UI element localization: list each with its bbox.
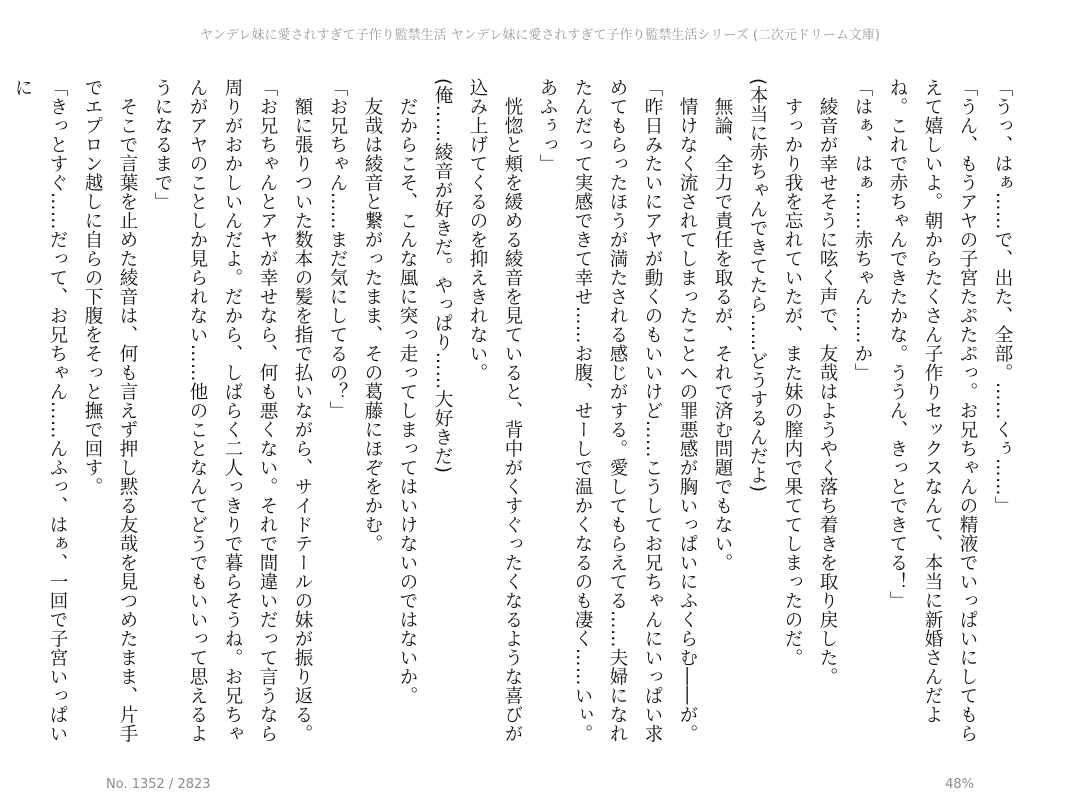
paragraph: 額に張りついた数本の髪を指で払いながら、サイドテールの妹が振り返る。 — [292, 78, 313, 743]
paragraph: 綾音が幸せそうに呟く声で、友哉はようやく落ち着きを取り戻した。 — [817, 78, 838, 686]
book-title: ヤンデレ妹に愛されすぎて子作り監禁生活 ヤンデレ妹に愛されすぎて子作り監禁生活シリーズ (二次元ドリーム文庫) — [200, 28, 880, 43]
paragraph: だからこそ、こんな風に突っ走ってしまってはいけないのではないか。 — [397, 78, 418, 705]
paragraph: 「うっ、はぁ……で、出た、全部。……くぅ……」 — [992, 78, 1013, 515]
paragraph: 「うん、もうアヤの子宮たぷたぷっ。お兄ちゃんの精液でいっぱいにしてもらえて嬉しいよ。朝からたくさん子作りセックスなんて、本当に新婚さんだよね。これで赤ちゃんできたかな。ううん、きっとできてる！」 — [887, 78, 978, 743]
paragraph: 「お兄ちゃんとアヤが幸せなら、何も悪くない。それで間違いだって言うなら周りがおかしいんだよ。だから、しばらく二人っきりで暮らそうね。お兄ちゃんがアヤのことしか見られない……他のことなんてどうでもいいって思えるようになるまで」 — [152, 78, 278, 743]
paragraph: 「お兄ちゃん……まだ気にしてるの？」 — [327, 78, 348, 420]
reading-progress: 48% — [945, 777, 974, 792]
paragraph: (俺……綾音が好きだ。やっぱり……大好きだ) — [432, 78, 453, 474]
paragraph: 無論、全力で責任を取るが、それで済む問題でもない。 — [712, 78, 733, 572]
paragraph: 恍惚と頬を緩める綾音を見ていると、背中がくすぐったくなるような喜びが込み上げてくるのを抑えきれない。 — [467, 78, 523, 743]
paragraph: (本当に赤ちゃんできてたら……どうするんだよ) — [747, 78, 768, 493]
book-body-text — [12, 78, 1020, 758]
paragraph: 友哉は綾音と繋がったまま、その葛藤にほぞをかむ。 — [362, 78, 383, 553]
paragraph: 情けなく流されてしまったことへの罪悪感が胸いっぱいにふくらむ――が。 — [677, 78, 698, 743]
reader-page[interactable] — [12, 78, 1020, 758]
paragraph: そこで言葉を止めた綾音は、何も言えず押し黙る友哉を見つめたまま、片手でエプロン越しに自らの下腹をそっと撫で回す。 — [82, 78, 138, 743]
paragraph: 「昨日みたいにアヤが動くのもいいけど……こうしてお兄ちゃんにいっぱい求めてもらったほうが満たされる感じがする。愛してもらえてる……夫婦になれたんだって実感できて幸せ……お腹、せーしで温かくなるのも凄く……いぃ。あふぅっ」 — [537, 78, 663, 743]
paragraph: 「きっとすぐ……だって、お兄ちゃん……んふっ、はぁ、一回で子宮いっぱいに — [12, 78, 68, 743]
location-indicator: No. 1352 / 2823 — [106, 777, 211, 792]
paragraph: すっかり我を忘れていたが、また妹の膣内で果ててしまったのだ。 — [782, 78, 803, 667]
paragraph: 「はぁ、はぁ……赤ちゃん……か」 — [852, 78, 873, 382]
